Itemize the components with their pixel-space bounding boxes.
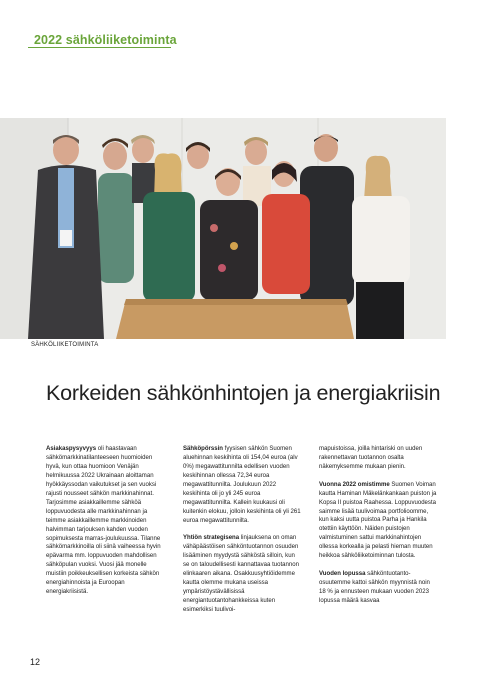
paragraph bbox=[183, 445, 301, 526]
paragraph-lead: Vuonna 2022 omistimme bbox=[319, 481, 390, 488]
paragraph bbox=[319, 570, 437, 606]
paragraph-lead: Yhtiön strategisena bbox=[183, 535, 240, 542]
paragraph-text: oli haastavaan sähkömarkkinatilanteeseen huomioiden hyvä, kun ottaa huomioon Venäjän helmikuussa 2022 Ukrainaan aloittaman hyökkäyssodan vaikutukset ja sen vuoksi rajusti nousseet sähkön markkinahinnat. Tarjosimme asiakkaillemme sähköä loppuvuodesta alle markkinahinnan ja teimme asiakkaillemme markkinoiden halvimman tarjouksen kahden vuoden sopimuksesta marras-joulukuussa. Tilanne sähkömarkkinoilla oli siinä vaiheessa hyvin epävarma mm. loppuvuoden mahdollisen sähköpulan vuoksi. Vuosi jää monelle muistiin poikkeuksellisen korkeista sähkön energiahinnoista ja Euroopan energiakriisistä. bbox=[46, 446, 161, 596]
paragraph-text: linjauksena on oman vähäpäästöisen sähköntuotannon osuuden lisääminen myydystä sähköstä silloin, kun se on taloudellisesti kannattavaa tuotannon elinkaaren aikana. Osakkuusyhtiöidemme kautta olemme mukana useissa ympäristöystävällisissä energiantuotantohankkeissa kuten esimerkiksi tuulivoi- bbox=[183, 535, 299, 613]
article-column-3 bbox=[319, 445, 437, 615]
paragraph bbox=[319, 481, 437, 562]
paragraph bbox=[319, 445, 437, 472]
paragraph-lead: Sähköpörssin bbox=[183, 446, 223, 452]
article-headline: Korkeiden sähkönhintojen ja energiakriisin bbox=[46, 381, 441, 405]
paragraph bbox=[183, 534, 301, 615]
article-column-1 bbox=[46, 445, 164, 606]
paragraph-text: sähköntuotanto-osuutemme kattoi sähkön myynnistä noin 18 % ja ennusteen mukaan vuoden 2023 lopussa määrä kasvaa bbox=[319, 571, 430, 604]
photo-caption: SÄHKÖLIIKETOIMINTA bbox=[31, 342, 99, 348]
paragraph-text: Suomen Voiman kautta Haminan Mäkelänkankaan puiston ja Kopsa II puistoa Raahessa. Loppuvuodesta saimme lisää tuulivoimaa portfolioomme, kun kaksi uutta puistoa Parha ja Hankila otettiin käyttöön. Näiden puistojen valmistuminen sattui markkinahintojen ollessa korkealla ja pelasti hieman muuten heikkoa sähköliiketoiminnan tulosta. bbox=[319, 481, 437, 560]
paragraph-lead: Vuoden lopussa bbox=[319, 571, 366, 578]
paragraph-lead: Asiakaspysyvyys bbox=[46, 446, 97, 452]
team-photo bbox=[0, 118, 446, 339]
paragraph bbox=[46, 445, 164, 597]
paragraph-text: fyysisen sähkön Suomen aluehinnan keskihinta oli 154,04 euroa (alv 0%) megawattitunnilta edellisen vuoden keskihinnan ollessa 72,34 euroa megawattitunnilta. Joulukuun 2022 keskihinta oli jo yli 245 euroa megawattitunnilta. Kallein kuukausi oli kuitenkin elokuu, jolloin keskihinta oli yli 261 euroa megawattitunnilta. bbox=[183, 446, 301, 524]
section-title: 2022 sähköliiketoiminta bbox=[34, 33, 177, 47]
article-column-2 bbox=[183, 445, 301, 624]
paragraph-text: mapuistoissa, joilla hintariski on uuden rakennettavan tuotannon osalta näkemyksemme mukaan pienin. bbox=[319, 446, 423, 470]
page-number: 12 bbox=[30, 657, 41, 667]
section-title-underline bbox=[28, 47, 171, 48]
